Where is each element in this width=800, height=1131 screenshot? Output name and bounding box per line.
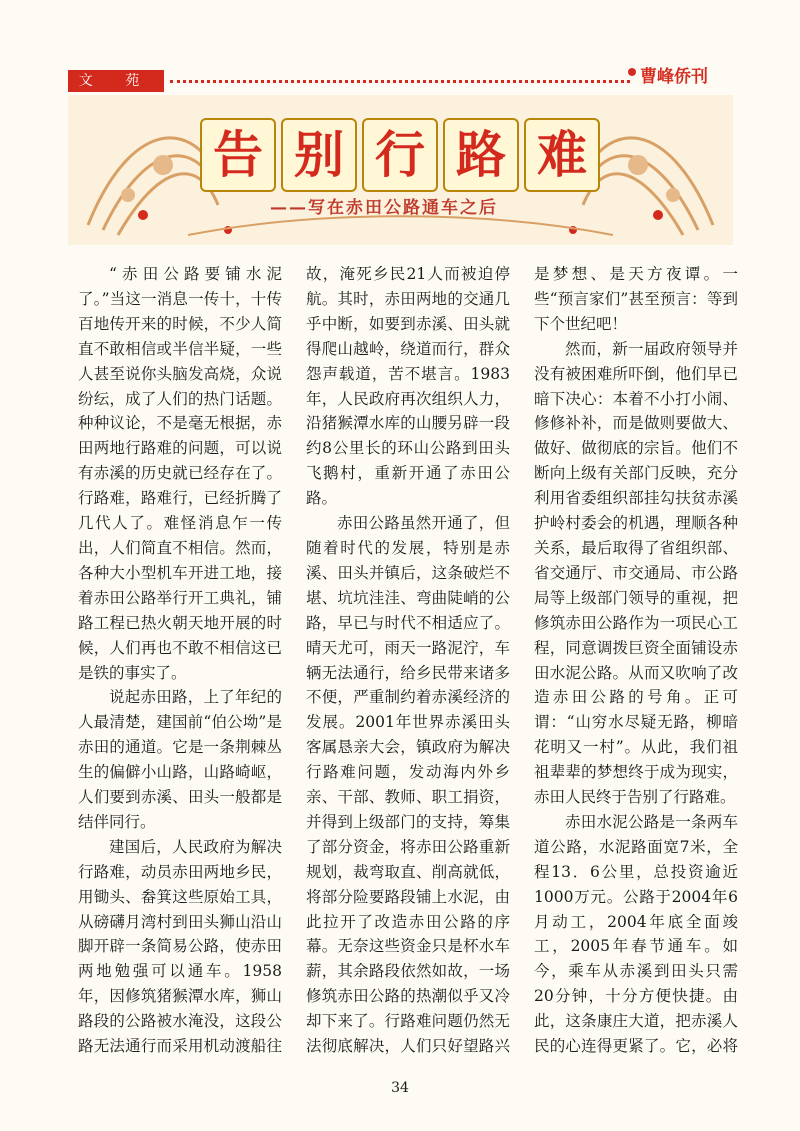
page-number: 34 — [391, 1080, 409, 1096]
paragraph: 建国后，人民政府为解决行路难，动员赤田两地乡民，用锄头、畚箕这些原始工具，从磅礴月湾村到田头狮山沿山脚开辟一条简易公路，使赤田两地勉强可以通车。1958年，因修筑猪𤠣潭水库，狮山路段的公路被水淹没，这段公路无法通行而采用机动渡船往 — [78, 837, 282, 1056]
article-subtitle: ——写在赤田公路通车之后 — [270, 198, 498, 218]
text-column-1 — [78, 262, 282, 1062]
title-char: 行 — [362, 118, 438, 192]
paragraph: 是梦想、是天方夜谭。一些“预言家们”甚至预言：等到下个世纪吧！ — [534, 265, 738, 333]
dotted-rule — [170, 80, 630, 85]
bullet-icon — [628, 68, 636, 76]
article-body — [78, 262, 738, 1062]
paragraph: 说起赤田路，上了年纪的人最清楚，建国前“伯公坳”是赤田的通道。它是一条荆棘丛生的偏僻小山路，山路崎岖，人们要到赤溪、田头一般都是结伴同行。 — [78, 688, 282, 831]
text-column-3 — [534, 262, 738, 1062]
title-char: 别 — [281, 118, 357, 192]
paragraph: “赤田公路要铺水泥了。”当这一消息一传十，十传百地传开来的时候，不少人简直不敢相信或半信半疑，一些人甚至说你头脑发高烧，众说纷纭，成了人们的热门话题。种种议论，不是毫无根据，赤田两地行路难的问题，可以说有赤溪的历史就已经存在了。行路难，路难行，已经折腾了几代人了。难怪消息乍一传出，人们简直不相信。然而，各种大小型机车开进工地，接着赤田公路举行开工典礼，铺路工程已热火朝天地开展的时候，人们再也不敢不相信这已是铁的事实了。 — [78, 265, 282, 682]
paragraph: 赤田水泥公路是一条两车道公路，水泥路面宽7米，全程13．6公里，总投资逾近1000万元。公路于2004年6月动工，2004年底全面竣工，2005年春节通车。如今，乘车从赤溪到田头只需20分钟，十分方便快捷。由此，这条康庄大道，把赤溪人民的心连得更紧了。它，必将 — [534, 812, 738, 1056]
section-tag: 文 苑 — [68, 70, 164, 92]
article-title — [200, 118, 600, 192]
title-char: 难 — [524, 118, 600, 192]
paragraph: 然而，新一届政府领导并没有被困难所吓倒，他们早已暗下决心：本着不小打小闹、修修补补，而是做则要做大、做好、做彻底的宗旨。他们不断向上级有关部门反映，充分利用省委组织部挂勾扶贫赤溪护岭村委会的机遇，理顺各种关系，最后取得了省组织部、省交通厅、市交通局、市公路局等上级部门领导的重视，把修筑赤田公路作为一项民心工程，同意调拨巨资全面铺设赤田水泥公路。从而又吹响了改造赤田公路的号角。正可谓：“山穷水尽疑无路，柳暗花明又一村”。从此，我们祖祖辈辈的梦想终于成为现实，赤田人民终于告别了行路难。 — [534, 339, 738, 807]
magazine-name: 曹峰侨刊 — [640, 67, 708, 87]
page-header — [0, 0, 800, 100]
title-char: 路 — [443, 118, 519, 192]
title-char: 告 — [200, 118, 276, 192]
text-column-2 — [306, 262, 510, 1062]
paragraph: 赤田公路虽然开通了，但随着时代的发展，特别是赤溪、田头并镇后，这条破烂不堪、坑坑洼洼、弯曲陡峭的公路，早已与时代不相适应了。晴天尤可，雨天一路泥泞，车辆无法通行，给乡民带来诸多不便，严重制约着赤溪经济的发展。2001年世界赤溪田头客属恳亲大会，镇政府为解决行路难问题，发动海内外乡亲、干部、教师、职工捐资，并得到上级部门的支持，筹集了部分资金，将赤田公路重新规划，裁弯取直、削高就低，将部分险要路段铺上水泥，由此拉开了改造赤田公路的序幕。无奈这些资金只是杯水车薪，其余路段依然如故，一场修筑赤田公路的热潮似乎又冷却下来了。行路难问题仍然无法彻底解决，人们只好望路兴 — [306, 514, 510, 1056]
paragraph: 故，淹死乡民21人而被迫停航。其时，赤田两地的交通几乎中断，如要到赤溪、田头就得爬山越岭，绕道而行，群众怨声载道，苦不堪言。1983年，人民政府再次组织人力，沿猪𤠣潭水库的山腰另辟一段约8公里长的环山公路到田头飞鹅村，重新开通了赤田公路。 — [306, 265, 510, 508]
